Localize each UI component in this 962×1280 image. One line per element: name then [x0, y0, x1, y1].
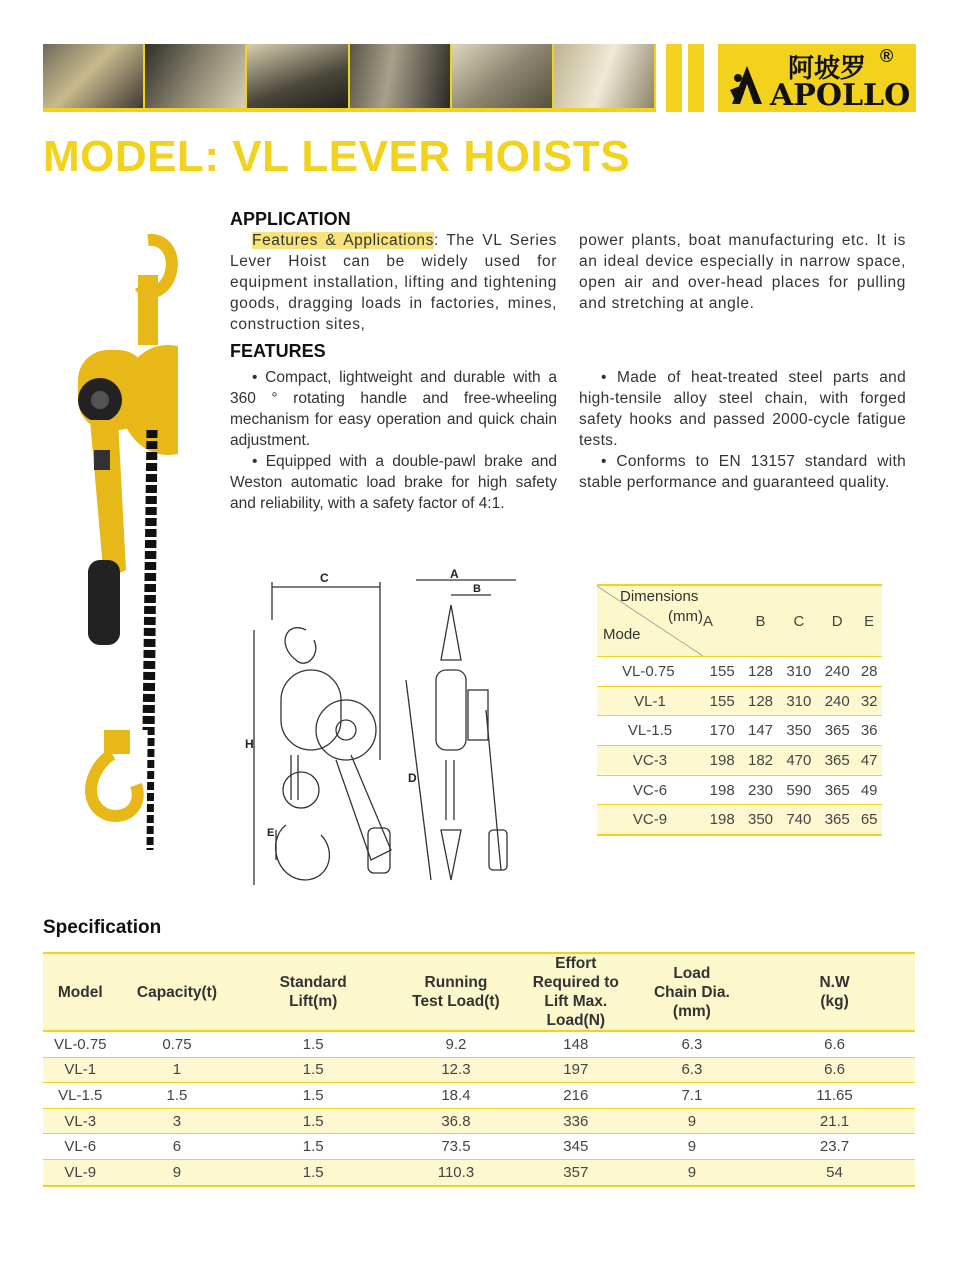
spec-col-header: Model: [43, 953, 118, 1031]
table-cell: VC-3: [597, 746, 703, 776]
dimension-drawing: [236, 560, 526, 910]
table-cell: 65: [856, 805, 882, 835]
table-cell: 148: [522, 1031, 630, 1057]
dimensions-header-row: [597, 585, 882, 657]
table-cell: 310: [780, 686, 818, 716]
table-cell: 216: [522, 1083, 630, 1109]
banner-photo: [43, 44, 145, 108]
label-c: C: [320, 571, 329, 585]
features-col1: [230, 367, 557, 514]
table-row: [597, 716, 882, 746]
table-cell: VL-1: [43, 1057, 118, 1083]
table-cell: 357: [522, 1159, 630, 1185]
table-cell: 155: [703, 686, 741, 716]
banner-photo: [554, 44, 656, 108]
table-cell: 32: [856, 686, 882, 716]
table-cell: 3: [118, 1108, 237, 1134]
logo-figure-icon: [726, 64, 768, 108]
brand-name-en: APOLLO: [770, 78, 911, 113]
table-cell: 1.5: [236, 1134, 390, 1160]
table-cell: 1.5: [236, 1159, 390, 1185]
table-cell: 6.3: [630, 1057, 754, 1083]
table-cell: VL-0.75: [597, 657, 703, 687]
table-row: [43, 1031, 915, 1057]
feature-item: • Equipped with a double-pawl brake and Weston automatic load brake for high safety and reliability, with a safety factor of 4:1.: [230, 453, 557, 512]
accent-bar: [666, 44, 682, 112]
table-cell: 36.8: [390, 1108, 522, 1134]
table-cell: 6.3: [630, 1031, 754, 1057]
table-cell: 240: [818, 686, 856, 716]
table-cell: 9.2: [390, 1031, 522, 1057]
table-row: [597, 775, 882, 805]
table-cell: VL-1: [597, 686, 703, 716]
table-cell: 198: [703, 775, 741, 805]
brand-name-cn: 阿坡罗: [788, 54, 867, 84]
spec-col-header: Standard Lift(m): [236, 953, 390, 1031]
label-b: B: [473, 583, 481, 595]
features-col2: [579, 367, 906, 493]
spec-col-header: Running Test Load(t): [390, 953, 522, 1031]
table-cell: 9: [630, 1134, 754, 1160]
header-model: Mode: [603, 626, 641, 643]
table-cell: 1.5: [236, 1031, 390, 1057]
table-cell: 28: [856, 657, 882, 687]
table-cell: 6.6: [754, 1057, 915, 1083]
application-text: : The VL Series Lever Hoist can be widely used for equipment installation, lifting and tightening goods, dragging loads in factories, mines, construction sites,: [230, 232, 557, 333]
table-cell: 345: [522, 1134, 630, 1160]
dim-col-header: B: [741, 585, 779, 657]
table-cell: VL-9: [43, 1159, 118, 1185]
table-row: [43, 1057, 915, 1083]
table-row: [597, 686, 882, 716]
table-row: [597, 805, 882, 835]
table-cell: 6: [118, 1134, 237, 1160]
header-photo-banner: [43, 44, 656, 112]
label-d: D: [408, 771, 417, 785]
feature-item: • Compact, lightweight and durable with a 360 ° rotating handle and free-wheeling mechanism for easy operation and quick chain adjustment.: [230, 369, 557, 449]
table-cell: 350: [780, 716, 818, 746]
table-cell: 23.7: [754, 1134, 915, 1160]
header-dimensions: Dimensions: [620, 588, 699, 605]
label-a: A: [450, 567, 459, 581]
table-cell: 1.5: [236, 1108, 390, 1134]
table-cell: 365: [818, 805, 856, 835]
table-cell: 47: [856, 746, 882, 776]
registered-mark: ®: [880, 46, 894, 66]
banner-photo: [247, 44, 349, 108]
application-heading: APPLICATION: [230, 209, 351, 229]
table-row: [43, 1083, 915, 1109]
dim-col-header: E: [856, 585, 882, 657]
table-cell: 36: [856, 716, 882, 746]
dim-col-header: D: [818, 585, 856, 657]
feature-item: • Made of heat-treated steel parts and high-tensile alloy steel chain, with forged safety hooks and passed 2000-cycle fatigue tests.: [579, 369, 906, 449]
table-cell: 1.5: [236, 1083, 390, 1109]
table-cell: 197: [522, 1057, 630, 1083]
table-cell: 336: [522, 1108, 630, 1134]
table-cell: 9: [630, 1108, 754, 1134]
spec-col-header: Effort Required to Lift Max. Load(N): [522, 953, 630, 1031]
table-cell: 198: [703, 805, 741, 835]
table-cell: 230: [741, 775, 779, 805]
table-cell: 1.5: [118, 1083, 237, 1109]
table-cell: 310: [780, 657, 818, 687]
table-cell: 170: [703, 716, 741, 746]
table-cell: VC-6: [597, 775, 703, 805]
spec-header-row: [43, 953, 915, 1031]
table-cell: 0.75: [118, 1031, 237, 1057]
brand-logo: [718, 44, 916, 112]
features-heading: FEATURES: [230, 341, 326, 361]
table-cell: VL-0.75: [43, 1031, 118, 1057]
table-cell: 240: [818, 657, 856, 687]
table-cell: 740: [780, 805, 818, 835]
table-cell: VL-6: [43, 1134, 118, 1160]
accent-bar: [688, 44, 704, 112]
table-cell: 7.1: [630, 1083, 754, 1109]
application-text-col1: [230, 230, 557, 335]
table-cell: 12.3: [390, 1057, 522, 1083]
table-cell: VL-1.5: [597, 716, 703, 746]
lever-hoist-product-image: [68, 230, 178, 850]
spec-col-header: Capacity(t): [118, 953, 237, 1031]
table-cell: 6.6: [754, 1031, 915, 1057]
table-cell: 1.5: [236, 1057, 390, 1083]
banner-photo: [145, 44, 247, 108]
specification-table: [43, 952, 915, 1187]
table-cell: 365: [818, 716, 856, 746]
table-row: [43, 1134, 915, 1160]
table-cell: 1: [118, 1057, 237, 1083]
table-cell: 128: [741, 657, 779, 687]
feature-item: • Conforms to EN 13157 standard with stable performance and guaranteed quality.: [579, 453, 906, 491]
table-cell: 198: [703, 746, 741, 776]
table-cell: VL-1.5: [43, 1083, 118, 1109]
spec-col-header: Load Chain Dia.(mm): [630, 953, 754, 1031]
table-cell: 365: [818, 746, 856, 776]
table-cell: 11.65: [754, 1083, 915, 1109]
label-e: E: [267, 827, 275, 839]
table-cell: 470: [780, 746, 818, 776]
table-cell: 49: [856, 775, 882, 805]
table-cell: 182: [741, 746, 779, 776]
table-cell: 110.3: [390, 1159, 522, 1185]
header-unit: (mm): [668, 608, 703, 625]
table-cell: 128: [741, 686, 779, 716]
dim-col-header: A: [703, 585, 741, 657]
table-row: [597, 657, 882, 687]
label-h: H: [245, 737, 254, 751]
table-cell: 147: [741, 716, 779, 746]
table-row: [597, 746, 882, 776]
page-title: MODEL: VL LEVER HOISTS: [43, 132, 631, 181]
spec-col-header: N.W (kg): [754, 953, 915, 1031]
dimensions-table: [597, 584, 882, 836]
table-cell: 73.5: [390, 1134, 522, 1160]
table-cell: 21.1: [754, 1108, 915, 1134]
load-chain: [146, 430, 154, 850]
banner-photo: [452, 44, 554, 108]
table-cell: 54: [754, 1159, 915, 1185]
features-applications-highlight: Features & Applications: [252, 232, 434, 249]
table-cell: 365: [818, 775, 856, 805]
table-row: [43, 1159, 915, 1185]
application-text-col2: power plants, boat manufacturing etc. It is an ideal device especially in narrow space, open air and over-head places for pulling and stretching at angle.: [579, 232, 906, 312]
table-cell: VC-9: [597, 805, 703, 835]
table-cell: 350: [741, 805, 779, 835]
table-cell: 9: [630, 1159, 754, 1185]
banner-photo: [350, 44, 452, 108]
table-cell: 590: [780, 775, 818, 805]
dim-col-header: C: [780, 585, 818, 657]
specification-heading: Specification: [43, 917, 162, 938]
table-cell: 18.4: [390, 1083, 522, 1109]
table-cell: 155: [703, 657, 741, 687]
table-row: [43, 1108, 915, 1134]
dimensions-header-cell: [597, 585, 703, 657]
table-cell: 9: [118, 1159, 237, 1185]
table-cell: VL-3: [43, 1108, 118, 1134]
